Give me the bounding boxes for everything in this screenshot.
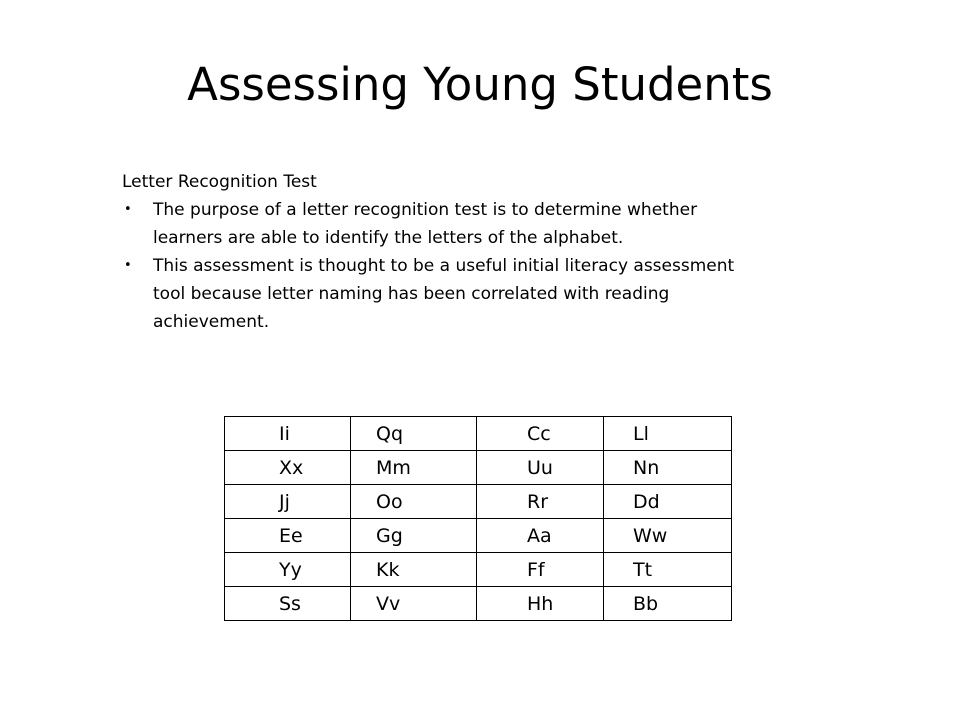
table-row [225, 485, 732, 519]
letter-cell: Uu [477, 451, 604, 485]
bullet-dot-icon: • [124, 258, 132, 273]
letter-cell: Dd [604, 485, 732, 519]
table-row [225, 553, 732, 587]
letter-cell: Qq [351, 417, 477, 451]
letter-cell: Rr [477, 485, 604, 519]
letter-cell: Cc [477, 417, 604, 451]
letter-cell: Mm [351, 451, 477, 485]
letter-cell: Ww [604, 519, 732, 553]
letter-cell: Kk [351, 553, 477, 587]
bullet-item-usefulness [122, 252, 742, 336]
letter-cell: Xx [225, 451, 351, 485]
letter-cell: Ss [225, 587, 351, 621]
letter-cell: Bb [604, 587, 732, 621]
table-row [225, 519, 732, 553]
table-row [225, 451, 732, 485]
letter-cell: Ee [225, 519, 351, 553]
letter-table [224, 416, 732, 621]
letter-cell: Tt [604, 553, 732, 587]
letter-cell: Nn [604, 451, 732, 485]
section-heading: Letter Recognition Test [122, 172, 317, 192]
letter-cell: Yy [225, 553, 351, 587]
bullet-dot-icon: • [124, 202, 132, 217]
bullet-text: This assessment is thought to be a useful initial literacy assessment tool because letter naming has been correlated with reading achievement. [153, 256, 735, 332]
slide-title: Assessing Young Students [187, 58, 773, 111]
bullet-text: The purpose of a letter recognition test is to determine whether learners are able to identify the letters of the alphabet. [153, 200, 698, 248]
letter-cell: Jj [225, 485, 351, 519]
letter-cell: Hh [477, 587, 604, 621]
letter-cell: Ll [604, 417, 732, 451]
letter-recognition-section [122, 168, 742, 336]
bullet-item-purpose [122, 196, 742, 252]
letter-cell: Vv [351, 587, 477, 621]
letter-cell: Aa [477, 519, 604, 553]
letter-cell: Oo [351, 485, 477, 519]
table-row [225, 417, 732, 451]
letter-cell: Ii [225, 417, 351, 451]
bullet-list [122, 196, 742, 336]
table-row [225, 587, 732, 621]
letter-cell: Ff [477, 553, 604, 587]
letter-cell: Gg [351, 519, 477, 553]
